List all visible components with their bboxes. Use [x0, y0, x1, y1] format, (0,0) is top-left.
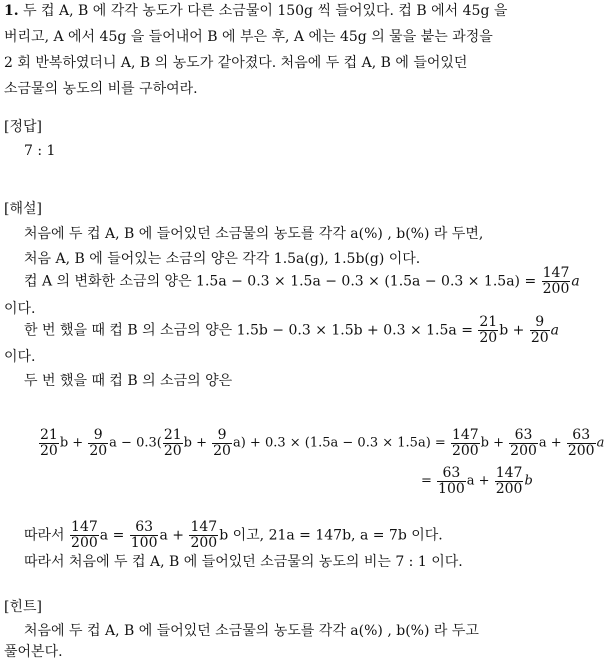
explanation-line-7: 따라서 처음에 두 컵 A, B 에 들어있던 소금물의 농도의 비는 7 : 1 이다. — [24, 554, 463, 570]
line4-var: a — [550, 322, 560, 339]
line3-text: 컵 A 의 변화한 소금의 양은 1.5a − 0.3 × 1.5a − 0.3 × (1.5a − 0.3 × 1.5a) = — [24, 273, 537, 290]
fraction: $\frac{63}{200}$ — [567, 427, 595, 459]
explanation-line-1: 처음에 두 컵 A, B 에 들어있던 소금물의 농도를 각각 a(%) , b(%) 라 두면, — [24, 226, 484, 242]
problem-number: 1. — [4, 3, 19, 19]
fraction: $\frac{9}{20}$ — [213, 427, 231, 459]
problem-line-1 — [4, 2, 507, 20]
fraction: $\frac{63}{100}$ — [438, 465, 465, 497]
fraction: $\frac{63}{100}$ — [130, 519, 158, 551]
explanation-line-5: 두 번 했을 때 컵 B 의 소금의 양은 — [24, 373, 233, 389]
problem-line-4: 소금물의 농도의 비를 구하여라. — [4, 81, 198, 97]
fraction: $\frac{21}{20}$ — [40, 427, 58, 459]
fraction: $\frac{9}{20}$ — [530, 314, 549, 346]
fraction: $\frac{147}{200}$ — [451, 427, 479, 459]
explanation-line-2: 처음 A, B 에 들어있는 소금의 양은 각각 1.5a(g), 1.5b(g) 이다. — [24, 251, 421, 267]
fraction: $\frac{63}{200}$ — [510, 427, 537, 459]
fraction: $\frac{147}{200}$ — [190, 519, 218, 551]
problem-line-3: 2 회 반복하였더니 A, B 의 농도가 같아졌다. 처음에 두 컵 A, B 에 들어있던 — [4, 55, 468, 71]
answer-header: [정답] — [4, 119, 42, 135]
hint-header: [힌트] — [4, 599, 42, 615]
fraction: $\frac{9}{20}$ — [89, 427, 108, 459]
explanation-header: [해설] — [4, 201, 42, 217]
line4-text: 한 번 했을 때 컵 B 의 소금의 양은 1.5b − 0.3 × 1.5b + 0.3 × 1.5a = — [24, 322, 473, 339]
line4-mid: b + — [499, 322, 525, 339]
explanation-line-4-tail: 이다. — [4, 349, 36, 365]
equation-2: = $\frac{63}{100}$ a + $\frac{147}{200}$ b — [421, 465, 533, 497]
fraction: $\frac{21}{20}$ — [479, 314, 498, 346]
explanation-line-4 — [24, 315, 559, 346]
answer-value: 7 : 1 — [24, 143, 56, 159]
fraction: $\frac{147}{200}$ — [542, 265, 570, 297]
equation-1: $\frac{21}{20}$ b + $\frac{9}{20}$ a − 0.3( $\frac{21}{20}$ b + $\frac{9}{20}$ a) + 0.3 × (1.5a − 0.3 × 1.5a) = $\frac{147}{200}$ b + $\frac{63}{200}$ a + $\frac{63}{200}$ a — [40, 427, 604, 459]
line3-var: a — [571, 273, 580, 290]
explanation-line-3 — [24, 266, 580, 297]
explanation-line-3-tail: 이다. — [4, 301, 36, 317]
fraction: $\frac{147}{200}$ — [71, 519, 98, 551]
problem-text-1: 두 컵 A, B 에 각각 농도가 다른 소금물이 150g 씩 들어있다. 컵 B 에서 45g 을 — [23, 3, 508, 19]
hint-line-1: 처음에 두 컵 A, B 에 들어있던 소금물의 농도를 각각 a(%) , b(%) 라 두고 — [24, 623, 479, 639]
hint-line-2: 풀어본다. — [4, 644, 63, 660]
fraction: $\frac{147}{200}$ — [495, 465, 523, 497]
problem-line-2: 버리고, A 에서 45g 을 들어내어 B 에 부은 후, A 에는 45g 의 물을 붙는 과정을 — [4, 29, 493, 45]
fraction: $\frac{21}{20}$ — [163, 427, 182, 459]
explanation-line-6: 따라서 $\frac{147}{200}$ a = $\frac{63}{100}$ a + $\frac{147}{200}$ b 이고, 21a = 147b, a = 7b 이다. — [24, 519, 443, 551]
